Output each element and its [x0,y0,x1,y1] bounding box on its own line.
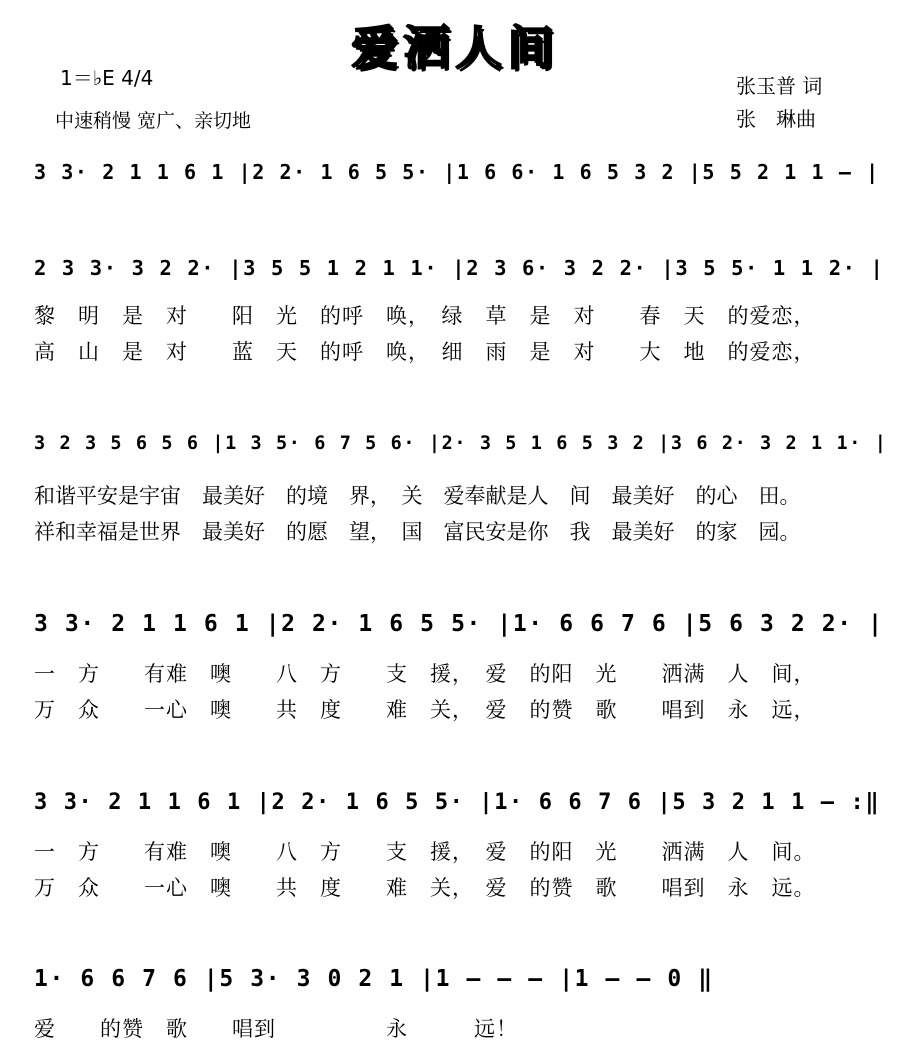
lyric-line-5a: 一 方 有难 噢 八 方 支 援， 爱 的阳 光 洒满 人 间。 [34,840,816,864]
lyric-line-4a: 一 方 有难 噢 八 方 支 援， 爱 的阳 光 洒满 人 间， [34,662,816,686]
notation-line-4: 3 3· 2 1 1 6 1 |2 2· 1 6 5 5· |1· 6 6 7 6 |5 6 3 2 2· | [34,611,884,637]
tempo-marking: 中速稍慢 宽广、亲切地 [55,110,252,132]
lyric-line-3a: 和谐平安是宇宙 最美好 的境 界， 关 爱奉献是人 间 最美好 的心 田。 [34,484,801,508]
notation-line-6: 1· 6 6 7 6 |5 3· 3 0 2 1 |1 — — — |1 — — 0 ‖ [34,966,714,992]
lyric-line-2b: 高 山 是 对 蓝 天 的呼 唤， 细 雨 是 对 大 地 的爱恋， [34,340,816,364]
lyric-line-3b: 祥和幸福是世界 最美好 的愿 望， 国 富民安是你 我 最美好 的家 园。 [34,520,801,544]
lyric-line-6: 爱 的赞 歌 唱到 永 远！ [34,1017,518,1041]
key-signature: 1＝♭E 4/4 [60,66,154,90]
lyric-line-2a: 黎 明 是 对 阳 光 的呼 唤， 绿 草 是 对 春 天 的爱恋， [34,304,816,328]
composer-credit: 张 琳曲 [736,107,816,131]
notation-line-1: 3 3· 2 1 1 6 1 |2 2· 1 6 5 5· |1 6 6· 1 6 5 3 2 |5 5 2 1 1 — | [34,160,880,184]
notation-line-5: 3 3· 2 1 1 6 1 |2 2· 1 6 5 5· |1· 6 6 7 6 |5 3 2 1 1 — :‖ [34,790,881,815]
song-title: 爱洒人间 [351,21,560,75]
lyric-line-5b: 万 众 一心 噢 共 度 难 关， 爱 的赞 歌 唱到 永 远。 [34,876,816,900]
lyric-line-4b: 万 众 一心 噢 共 度 难 关， 爱 的赞 歌 唱到 永 远， [34,698,816,722]
lyricist-credit: 张玉普 词 [736,74,823,98]
notation-line-2: 2 3 3· 3 2 2· |3 5 5 1 2 1 1· |2 3 6· 3 2 2· |3 5 5· 1 1 2· | [34,256,885,280]
notation-line-3: 3 2 3 5 6 5 6 |1 3 5· 6 7 5 6· |2· 3 5 1 6 5 3 2 |3 6 2· 3 2 1 1· | [34,433,888,454]
